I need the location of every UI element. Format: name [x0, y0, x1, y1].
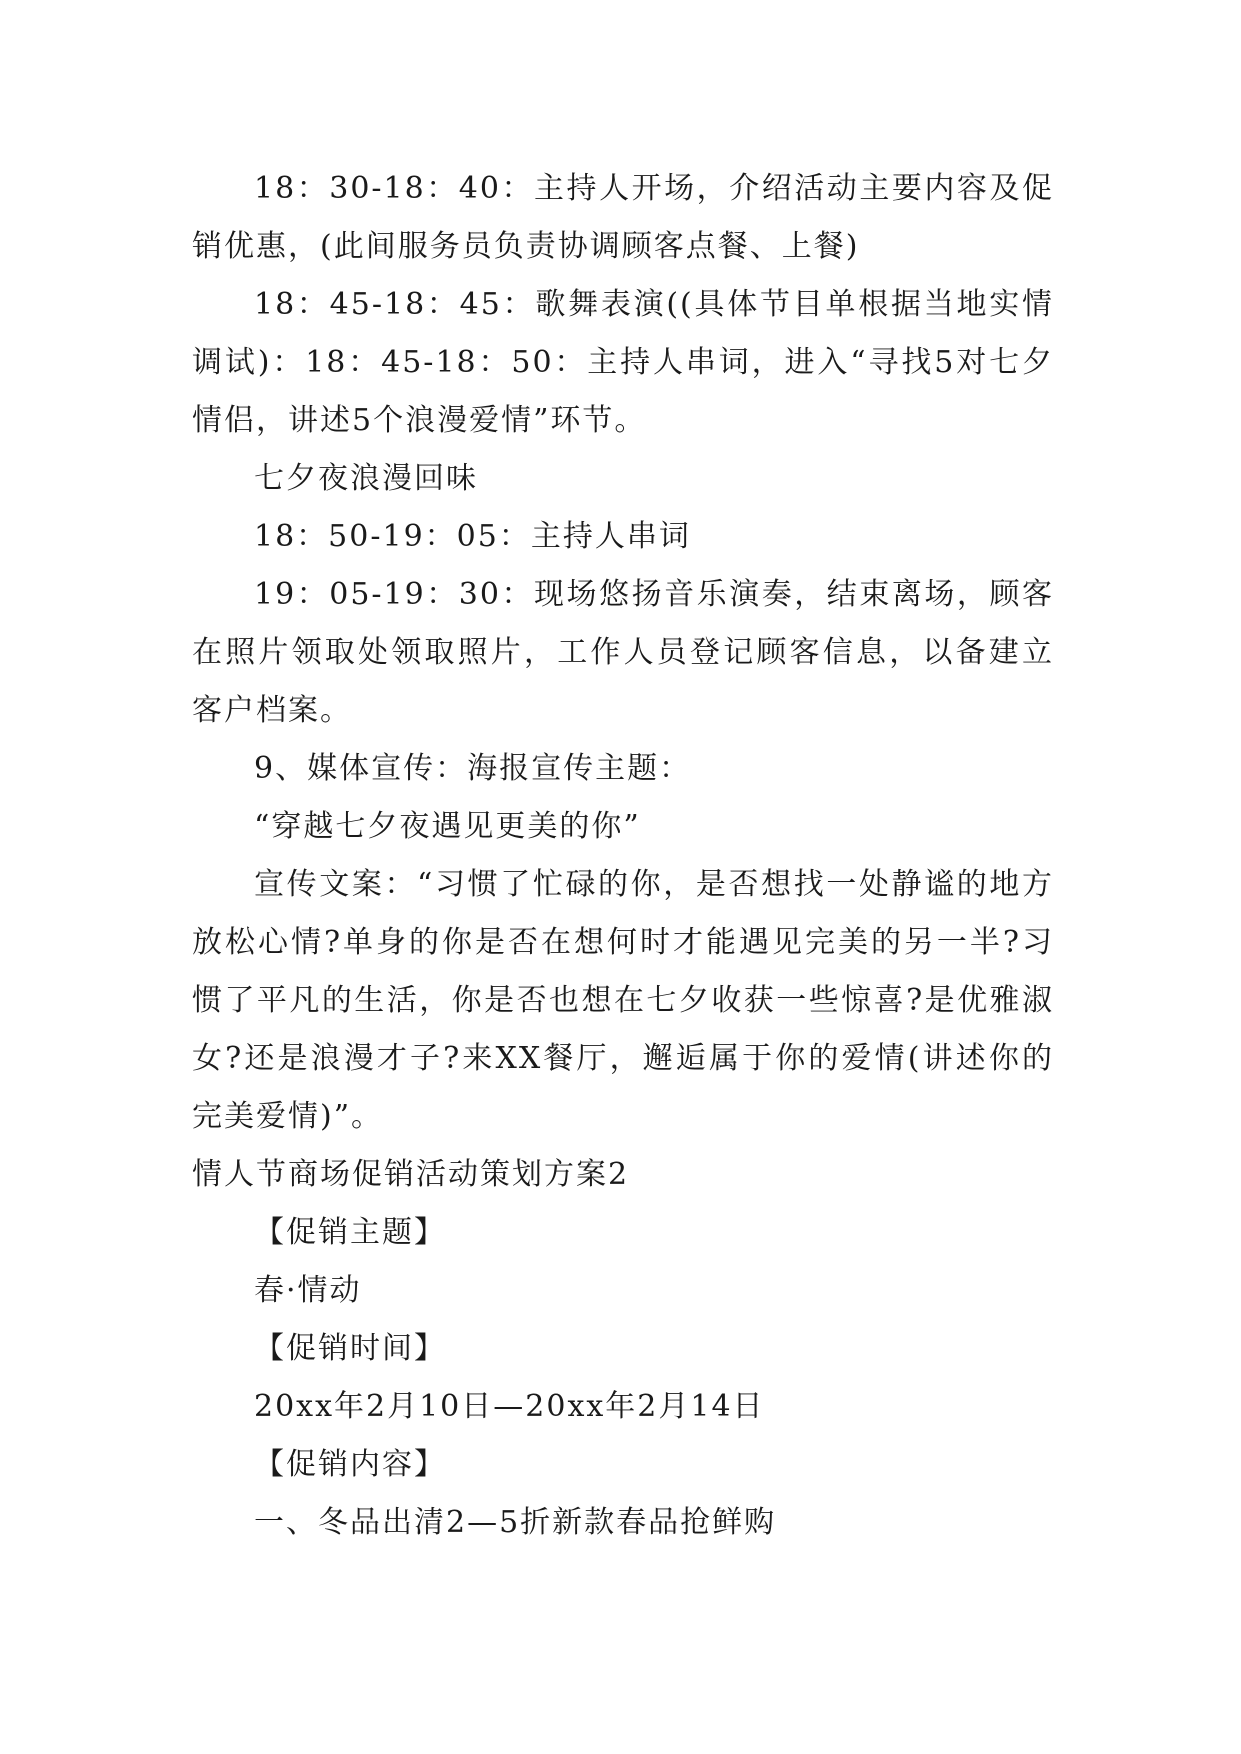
document-heading-plan-2: 情人节商场促销活动策划方案2 [192, 1157, 630, 1192]
paragraph-label-time: 【促销时间】 [254, 1331, 446, 1366]
paragraph-content-item-1: 一、冬品出清2—5折新款春品抢鲜购 [254, 1505, 777, 1540]
paragraph-label-content: 【促销内容】 [254, 1447, 446, 1482]
document-body [192, 160, 1054, 1552]
paragraph-poster-theme: “穿越七夕夜遇见更美的你” [254, 809, 641, 844]
paragraph-schedule-closing: 19：05-19：30：现场悠扬音乐演奏，结束离场，顾客在照片领取处领取照片，工作人员登记顾客信息，以备建立客户档案。 [192, 577, 1054, 728]
paragraph-time-value: 20xx年2月10日—20xx年2月14日 [254, 1389, 765, 1424]
paragraph-schedule-opening: 18：30-18：40：主持人开场，介绍活动主要内容及促销优惠，(此间服务员负责协调顾客点餐、上餐) [192, 171, 1054, 264]
paragraph-promo-copy: 宣传文案：“习惯了忙碌的你，是否想找一处静谧的地方放松心情?单身的你是否在想何时才能遇见完美的另一半?习惯了平凡的生活，你是否也想在七夕收获一些惊喜?是优雅淑女?还是浪漫才子?来XX餐厅，邂逅属于你的爱情(讲述你的完美爱情)”。 [192, 867, 1054, 1134]
paragraph-schedule-host: 18：50-19：05：主持人串词 [254, 519, 691, 554]
paragraph-label-theme: 【促销主题】 [254, 1215, 446, 1250]
paragraph-section-title-romance: 七夕夜浪漫回味 [254, 461, 478, 496]
paragraph-theme-value: 春·情动 [254, 1273, 362, 1308]
paragraph-schedule-performance: 18：45-18：45：歌舞表演((具体节目单根据当地实情调试)：18：45-18：50：主持人串词，进入“寻找5对七夕情侣，讲述5个浪漫爱情”环节。 [192, 287, 1054, 438]
paragraph-media-promotion: 9、媒体宣传：海报宣传主题： [254, 751, 692, 786]
